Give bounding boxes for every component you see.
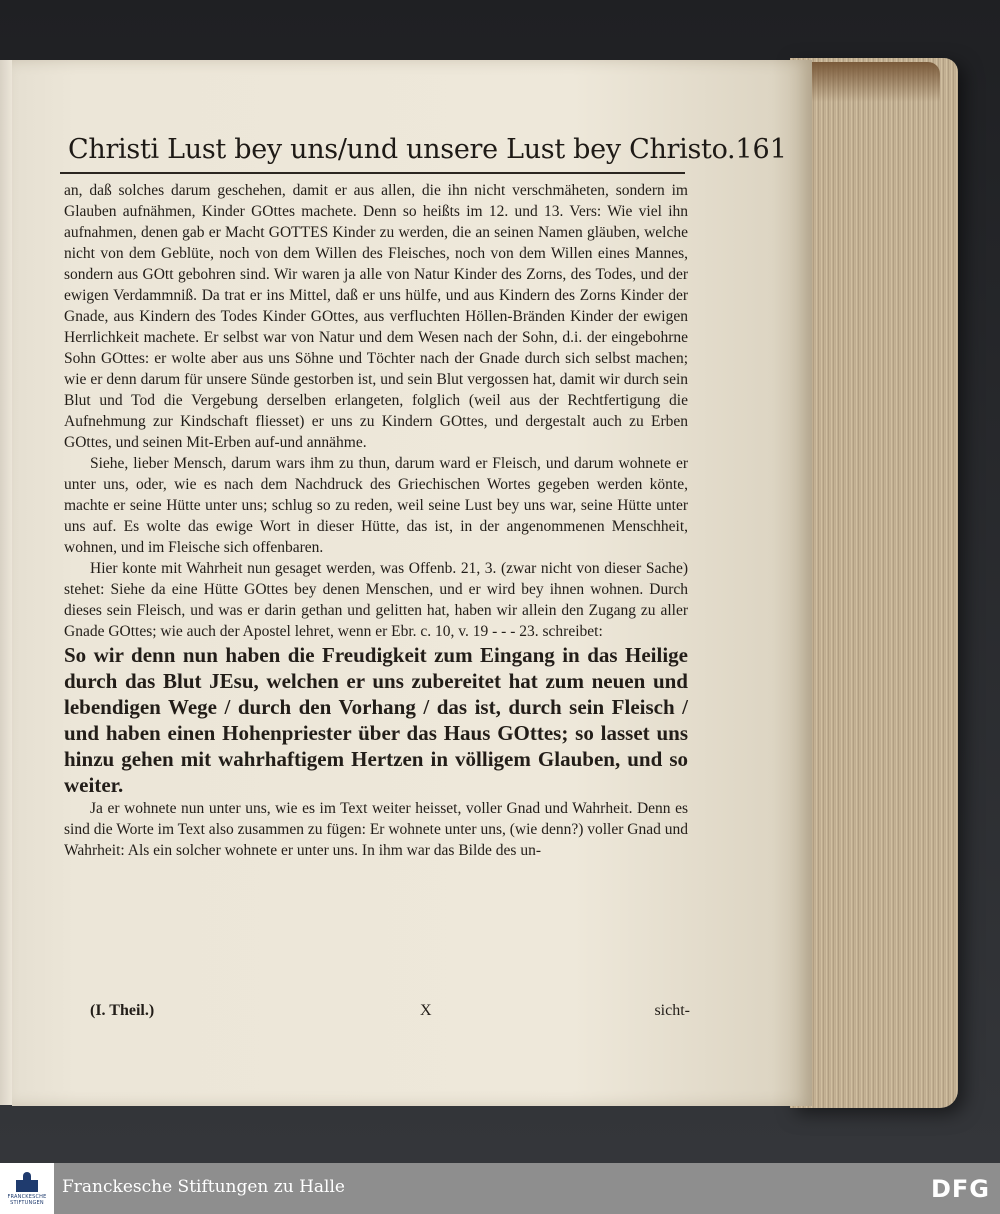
paragraph-2: Siehe, lieber Mensch, darum wars ihm zu thun, darum ward er Fleisch, und darum wohnete er unter uns, oder, wie es nach dem Nachdruck des Griechischen Wortes gegeben werden könte, machte er seine Hütte unter uns; schlug so zu reden, weil seine Lust bey uns war, seine Hütte unter uns auf. Es wolte das ewige Wort in dieser Hütte, das ist, in der angenommenen Menschheit, wohnen, und im Fleische sich offenbaren. [64, 455, 688, 556]
body-text [64, 180, 688, 861]
franckesche-logo[interactable] [0, 1163, 54, 1214]
book-edge-shadow [800, 62, 940, 102]
running-head [68, 134, 787, 174]
book-fore-edge [790, 58, 958, 1108]
paragraph-4: Ja er wohnete nun unter uns, wie es im Text weiter heisset, voller Gnad und Wahrheit. Denn es sind die Worte im Text also zusammen zu fügen: Er wohnete unter uns, (wie denn?) voller Gnad und Wahrheit: Als ein solcher wohnete er unter uns. In ihm war das Bilde des un- [64, 800, 688, 859]
viewer-footer-bar [0, 1163, 1000, 1214]
running-title: Christi Lust bey uns/und unsere Lust bey Christo. [68, 134, 736, 165]
dfg-logo[interactable]: DFG [930, 1175, 990, 1203]
paragraph-3: Hier konte mit Wahrheit nun gesaget werden, was Offenb. 21, 3. (zwar nicht von dieser Sache) stehet: Siehe da eine Hütte GOttes bey denen Menschen, und er wird bey ihnen wohnen. Durch dieses sein Fleisch, und was er darin gethan und gelitten hat, haben wir allein den Zugang zu aller Gnade GOttes; wie auch der Apostel lehret, wenn er Ebr. c. 10, v. 19 - - - 23. schreibet: [64, 560, 688, 640]
paragraph-1: an, daß solches darum geschehen, damit er aus allen, die ihn nicht verschmäheten, sondern im Glauben aufnähmen, Kinder GOttes machete. Denn so heißts im 12. und 13. Vers: Wie viel ihn aufnahmen, denen gab er Macht GOTTES Kinder zu werden, die an seinen Namen gläuben, welche nicht von dem Geblüte, noch von dem Willen des Fleisches, noch von dem Willen eines Mannes, sondern aus GOtt gebohren sind. Wir waren ja alle von Natur Kinder des Zorns, des Todes, und der ewigen Verdammniß. Da trat er ins Mittel, daß er uns hülfe, und aus Kindern des Zorns Kinder der Gnade, aus Kindern des Todes Kinder GOttes, aus verfluchten Höllen-Bränden Kinder der ewigen Herrlichkeit machete. Er selbst war von Natur und dem Wesen nach der Sohn, d.i. der eingebohrne Sohn GOttes: er wolte aber aus uns Söhne und Töchter nach der Gnade durch sich selbst machen; wie er denn darum für unsere Sünde gestorben ist, und sein Blut vergossen hat, damit wir durch sein Blut und Tod die Vergebung derselben erlangeten, folglich (weil aus der Rechtfertigung die Aufnehmung zur Kindschaft fliesset) er uns zu Kindern GOttes, und dergestalt auch zu Erben GOttes, und seinen Mit-Erben auf-und annähme. [64, 182, 688, 451]
head-rule [60, 172, 685, 174]
signature-mark: X [420, 1002, 432, 1019]
logo-text: FRANCKESCHE STIFTUNGEN [7, 1193, 47, 1206]
building-icon [14, 1172, 40, 1192]
signature-text: (I. Theil.) [90, 1002, 155, 1019]
scripture-quote: So wir denn nun haben die Freudigkeit zum Eingang in das Heilige durch das Blut JEsu, welchen er uns zubereitet hat zum neuen und lebendigen Wege / durch den Vorhang / das ist, durch sein Fleisch / und haben einen Hohenpriester über das Haus GOttes; so lasset uns hinzu gehen mit wahrhaftigem Hertzen in völligem Glauben, und so weiter. [64, 643, 688, 797]
catchword: sicht- [654, 1002, 690, 1019]
page-number: 161 [735, 134, 787, 165]
institution-name[interactable]: Franckesche Stiftungen zu Halle [62, 1177, 345, 1197]
page-footer [90, 1002, 690, 1024]
